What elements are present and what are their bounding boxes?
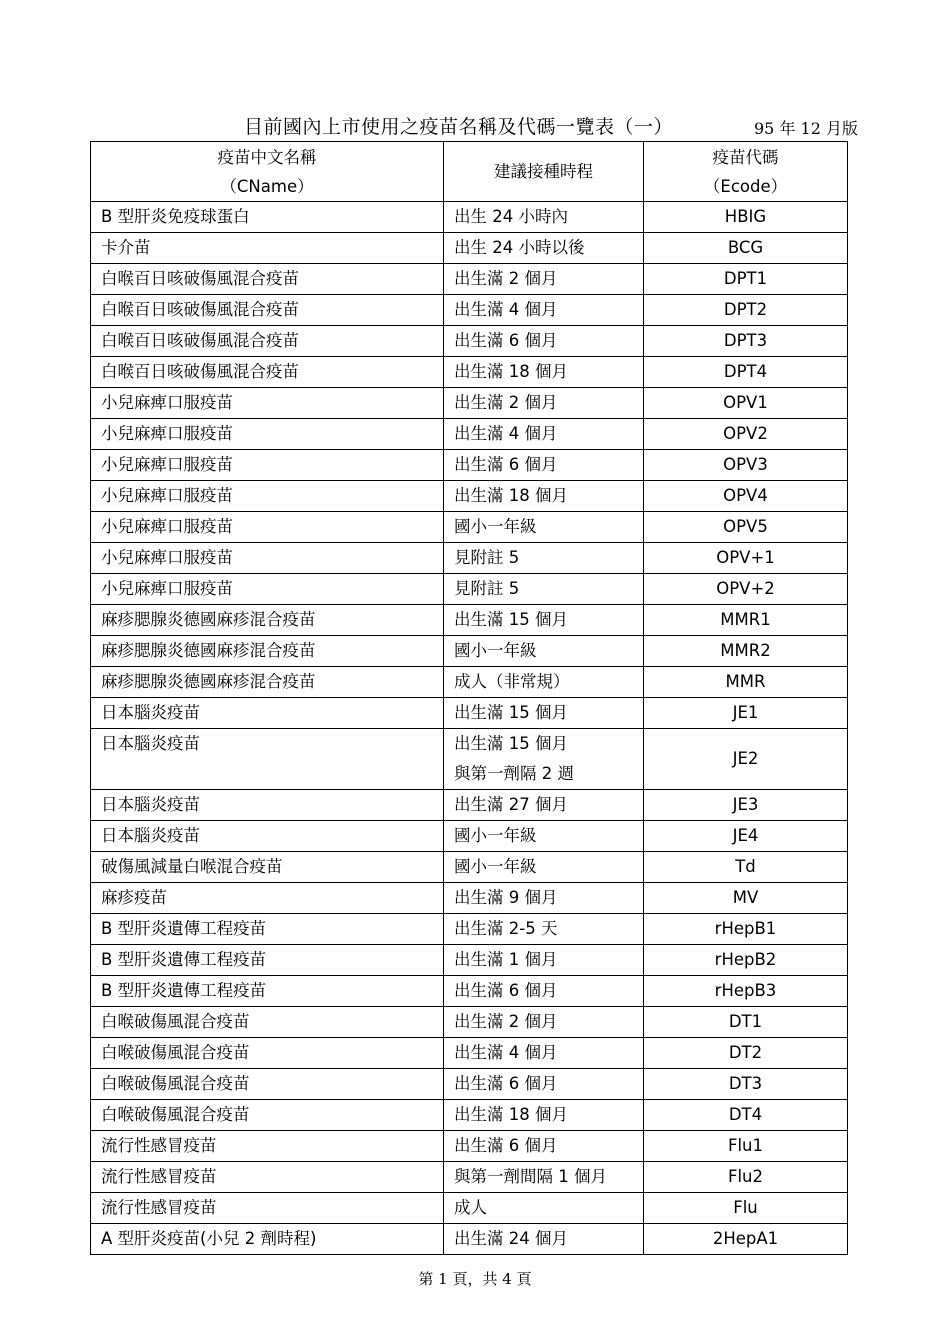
table-row — [91, 202, 848, 233]
schedule-cell — [444, 852, 644, 883]
title-row — [0, 112, 950, 142]
vaccine-name-cell: 麻疹腮腺炎德國麻疹混合疫苗 — [91, 667, 444, 698]
table-row — [91, 698, 848, 729]
schedule-cell — [444, 636, 644, 667]
table-row — [91, 1038, 848, 1069]
schedule-line: 出生滿 6 個月 — [454, 455, 558, 474]
schedule-line: 出生滿 4 個月 — [454, 424, 558, 443]
header-code-line1: 疫苗代碼 — [712, 147, 779, 167]
schedule-line: 見附註 5 — [454, 579, 520, 598]
vaccine-code-cell: HBIG — [644, 202, 848, 233]
vaccine-code-cell: 2HepA1 — [644, 1224, 848, 1255]
vaccine-code-cell: OPV2 — [644, 419, 848, 450]
vaccine-name-cell: 破傷風減量白喉混合疫苗 — [91, 852, 444, 883]
vaccine-name-cell: 麻疹腮腺炎德國麻疹混合疫苗 — [91, 605, 444, 636]
schedule-line: 出生滿 4 個月 — [454, 1043, 558, 1062]
schedule-line: 出生滿 6 個月 — [454, 1074, 558, 1093]
table-row — [91, 945, 848, 976]
schedule-line: 出生滿 6 個月 — [454, 1136, 558, 1155]
table-row — [91, 729, 848, 790]
table-row — [91, 976, 848, 1007]
table-row — [91, 605, 848, 636]
vaccine-name-cell: 小兒麻痺口服疫苗 — [91, 512, 444, 543]
schedule-cell — [444, 543, 644, 574]
vaccine-name-cell: 白喉百日咳破傷風混合疫苗 — [91, 326, 444, 357]
vaccine-name-cell: 白喉破傷風混合疫苗 — [91, 1069, 444, 1100]
schedule-line: 國小一年級 — [454, 826, 537, 845]
vaccine-name-cell: 流行性感冒疫苗 — [91, 1131, 444, 1162]
schedule-line: 出生滿 15 個月 — [454, 610, 568, 629]
vaccine-name-cell: 白喉破傷風混合疫苗 — [91, 1100, 444, 1131]
table-row — [91, 450, 848, 481]
schedule-cell — [444, 512, 644, 543]
vaccine-code-cell: DPT4 — [644, 357, 848, 388]
schedule-cell — [444, 357, 644, 388]
table-row — [91, 883, 848, 914]
vaccine-code-cell: OPV+1 — [644, 543, 848, 574]
schedule-line: 出生滿 6 個月 — [454, 981, 558, 1000]
vaccine-code-cell: rHepB2 — [644, 945, 848, 976]
schedule-cell — [444, 945, 644, 976]
schedule-cell — [444, 481, 644, 512]
vaccine-name-cell: 白喉百日咳破傷風混合疫苗 — [91, 295, 444, 326]
vaccine-code-cell: DPT1 — [644, 264, 848, 295]
schedule-line: 出生滿 2 個月 — [454, 393, 558, 412]
schedule-cell — [444, 729, 644, 790]
vaccine-name-cell: A 型肝炎疫苗(小兒 2 劑時程) — [91, 1224, 444, 1255]
schedule-cell — [444, 388, 644, 419]
table-row — [91, 1069, 848, 1100]
schedule-line: 出生滿 2 個月 — [454, 1012, 558, 1031]
schedule-line: 出生滿 6 個月 — [454, 331, 558, 350]
table-row — [91, 419, 848, 450]
table-row — [91, 1162, 848, 1193]
schedule-line: 出生 24 小時內 — [454, 207, 568, 226]
schedule-line: 出生滿 15 個月 — [454, 734, 568, 753]
schedule-line: 出生滿 4 個月 — [454, 300, 558, 319]
vaccine-code-cell: Flu1 — [644, 1131, 848, 1162]
schedule-cell — [444, 295, 644, 326]
table-row — [91, 357, 848, 388]
schedule-cell — [444, 264, 644, 295]
vaccine-name-cell: 麻疹腮腺炎德國麻疹混合疫苗 — [91, 636, 444, 667]
schedule-cell — [444, 450, 644, 481]
table-row — [91, 914, 848, 945]
vaccine-name-cell: 小兒麻痺口服疫苗 — [91, 419, 444, 450]
table-row — [91, 667, 848, 698]
schedule-cell — [444, 1100, 644, 1131]
schedule-line: 國小一年級 — [454, 641, 537, 660]
vaccine-code-cell: DT1 — [644, 1007, 848, 1038]
document-title: 目前國內上市使用之疫苗名稱及代碼一覽表（一） — [244, 116, 674, 138]
vaccine-name-cell: B 型肝炎遺傳工程疫苗 — [91, 976, 444, 1007]
header-schedule-label: 建議接種時程 — [494, 162, 593, 181]
schedule-line: 國小一年級 — [454, 857, 537, 876]
vaccine-name-cell: 日本腦炎疫苗 — [91, 698, 444, 729]
vaccine-code-cell: OPV4 — [644, 481, 848, 512]
schedule-line: 出生滿 18 個月 — [454, 486, 568, 505]
vaccine-code-cell: DPT2 — [644, 295, 848, 326]
schedule-line: 成人（非常規） — [454, 672, 570, 691]
vaccine-code-cell: DPT3 — [644, 326, 848, 357]
schedule-cell — [444, 1131, 644, 1162]
vaccine-name-cell: 小兒麻痺口服疫苗 — [91, 388, 444, 419]
table-row — [91, 1100, 848, 1131]
vaccine-name-cell: 白喉破傷風混合疫苗 — [91, 1038, 444, 1069]
vaccine-code-cell: DT3 — [644, 1069, 848, 1100]
page-footer: 第 1 頁，共 4 頁 — [418, 1270, 532, 1288]
vaccine-code-cell: DT2 — [644, 1038, 848, 1069]
vaccine-code-cell: OPV+2 — [644, 574, 848, 605]
schedule-cell — [444, 790, 644, 821]
vaccine-code-cell: Td — [644, 852, 848, 883]
schedule-cell — [444, 1162, 644, 1193]
schedule-line: 出生滿 24 個月 — [454, 1229, 568, 1248]
schedule-line: 出生滿 18 個月 — [454, 362, 568, 381]
vaccine-code-cell: OPV3 — [644, 450, 848, 481]
vaccine-name-cell: B 型肝炎遺傳工程疫苗 — [91, 914, 444, 945]
table-row — [91, 512, 848, 543]
vaccine-name-cell: 白喉破傷風混合疫苗 — [91, 1007, 444, 1038]
schedule-line: 出生滿 2 個月 — [454, 269, 558, 288]
schedule-line: 見附註 5 — [454, 548, 520, 567]
edition-label: 95 年 12 月版 — [754, 119, 858, 138]
vaccine-table — [90, 141, 848, 1255]
table-row — [91, 233, 848, 264]
vaccine-name-cell: 白喉百日咳破傷風混合疫苗 — [91, 357, 444, 388]
header-name — [91, 142, 444, 202]
schedule-cell — [444, 419, 644, 450]
vaccine-name-cell: 小兒麻痺口服疫苗 — [91, 543, 444, 574]
vaccine-code-cell: MV — [644, 883, 848, 914]
table-row — [91, 481, 848, 512]
table-row — [91, 543, 848, 574]
header-code-line2: （Ecode） — [703, 176, 788, 196]
vaccine-name-cell: B 型肝炎免疫球蛋白 — [91, 202, 444, 233]
table-row — [91, 852, 848, 883]
table-row — [91, 326, 848, 357]
header-row — [91, 142, 848, 202]
schedule-cell — [444, 1224, 644, 1255]
header-code — [644, 142, 848, 202]
schedule-line: 出生滿 9 個月 — [454, 888, 558, 907]
vaccine-name-cell: 日本腦炎疫苗 — [91, 821, 444, 852]
vaccine-code-cell: MMR1 — [644, 605, 848, 636]
vaccine-code-cell: JE1 — [644, 698, 848, 729]
vaccine-code-cell: JE2 — [644, 729, 848, 790]
schedule-line: 出生滿 15 個月 — [454, 703, 568, 722]
schedule-cell — [444, 914, 644, 945]
schedule-line: 出生滿 27 個月 — [454, 795, 568, 814]
schedule-line: 與第一劑隔 2 週 — [454, 764, 574, 783]
vaccine-name-cell: 小兒麻痺口服疫苗 — [91, 481, 444, 512]
vaccine-name-cell: 小兒麻痺口服疫苗 — [91, 574, 444, 605]
table-header — [91, 142, 848, 202]
vaccine-name-cell: B 型肝炎遺傳工程疫苗 — [91, 945, 444, 976]
vaccine-code-cell: Flu2 — [644, 1162, 848, 1193]
schedule-cell — [444, 1038, 644, 1069]
schedule-cell — [444, 1069, 644, 1100]
vaccine-code-cell: DT4 — [644, 1100, 848, 1131]
schedule-line: 出生滿 1 個月 — [454, 950, 558, 969]
table-row — [91, 264, 848, 295]
schedule-cell — [444, 326, 644, 357]
schedule-line: 出生 24 小時以後 — [454, 238, 585, 257]
table-row — [91, 1131, 848, 1162]
header-name-line1: 疫苗中文名稱 — [217, 147, 317, 167]
vaccine-code-cell: OPV1 — [644, 388, 848, 419]
schedule-cell — [444, 1007, 644, 1038]
table-row — [91, 1193, 848, 1224]
schedule-cell — [444, 605, 644, 636]
vaccine-code-cell: BCG — [644, 233, 848, 264]
schedule-line: 出生滿 18 個月 — [454, 1105, 568, 1124]
schedule-cell — [444, 976, 644, 1007]
vaccine-code-cell: rHepB3 — [644, 976, 848, 1007]
schedule-cell — [444, 574, 644, 605]
header-schedule — [444, 142, 644, 202]
schedule-cell — [444, 698, 644, 729]
schedule-line: 國小一年級 — [454, 517, 537, 536]
vaccine-code-cell: JE4 — [644, 821, 848, 852]
vaccine-name-cell: 白喉百日咳破傷風混合疫苗 — [91, 264, 444, 295]
table-row — [91, 295, 848, 326]
schedule-line: 與第一劑間隔 1 個月 — [454, 1167, 607, 1186]
vaccine-code-cell: OPV5 — [644, 512, 848, 543]
vaccine-code-cell: MMR2 — [644, 636, 848, 667]
table-row — [91, 636, 848, 667]
table-row — [91, 1007, 848, 1038]
table-row — [91, 1224, 848, 1255]
vaccine-name-cell: 卡介苗 — [91, 233, 444, 264]
vaccine-name-cell: 日本腦炎疫苗 — [91, 729, 444, 790]
schedule-cell — [444, 233, 644, 264]
schedule-cell — [444, 1193, 644, 1224]
vaccine-code-cell: JE3 — [644, 790, 848, 821]
schedule-cell — [444, 202, 644, 233]
table-row — [91, 574, 848, 605]
table-row — [91, 790, 848, 821]
schedule-cell — [444, 821, 644, 852]
schedule-line: 成人 — [454, 1198, 487, 1217]
schedule-cell — [444, 667, 644, 698]
table-row — [91, 821, 848, 852]
table-row — [91, 388, 848, 419]
table-body — [91, 202, 848, 1255]
schedule-line: 出生滿 2-5 天 — [454, 919, 558, 938]
vaccine-name-cell: 日本腦炎疫苗 — [91, 790, 444, 821]
vaccine-code-cell: MMR — [644, 667, 848, 698]
header-name-line2: （CName） — [220, 176, 314, 196]
vaccine-code-cell: rHepB1 — [644, 914, 848, 945]
vaccine-name-cell: 流行性感冒疫苗 — [91, 1193, 444, 1224]
vaccine-name-cell: 流行性感冒疫苗 — [91, 1162, 444, 1193]
vaccine-name-cell: 小兒麻痺口服疫苗 — [91, 450, 444, 481]
schedule-cell — [444, 883, 644, 914]
vaccine-name-cell: 麻疹疫苗 — [91, 883, 444, 914]
vaccine-code-cell: Flu — [644, 1193, 848, 1224]
